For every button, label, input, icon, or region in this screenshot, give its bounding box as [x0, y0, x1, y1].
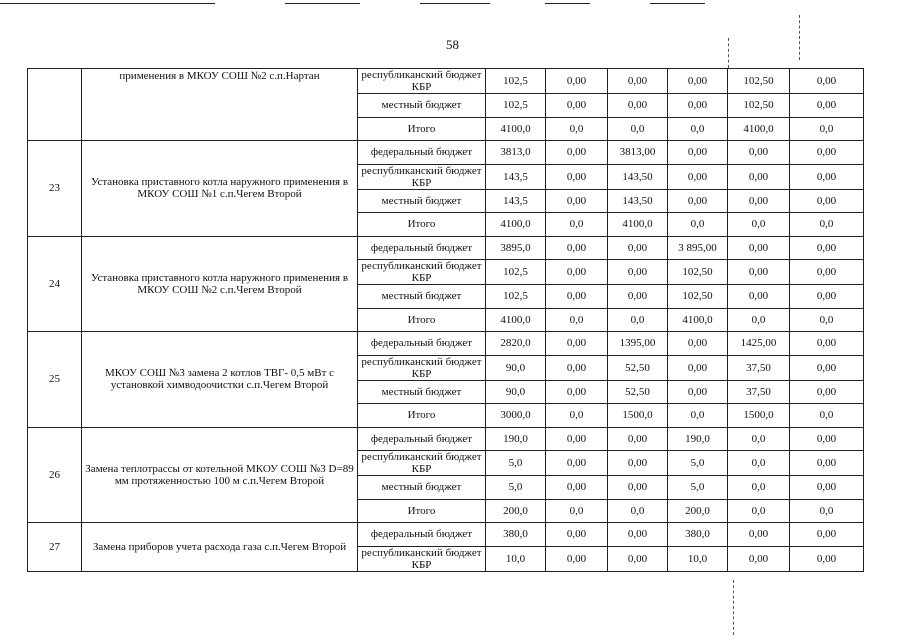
amount-cell: 0,00 — [790, 332, 864, 356]
amount-cell: 1395,00 — [608, 332, 668, 356]
amount-cell: 0,00 — [668, 355, 728, 380]
amount-cell: 0,00 — [608, 69, 668, 94]
funding-source: республиканский бюджет КБР — [358, 260, 486, 285]
amount-cell: 0,0 — [790, 404, 864, 428]
amount-cell: 102,50 — [728, 69, 790, 94]
amount-cell: 0,00 — [668, 69, 728, 94]
funding-source: федеральный бюджет — [358, 332, 486, 356]
amount-cell: 0,00 — [608, 427, 668, 451]
amount-cell: 52,50 — [608, 380, 668, 404]
funding-source: республиканский бюджет КБР — [358, 546, 486, 571]
amount-cell: 0,00 — [608, 236, 668, 260]
amount-cell: 0,00 — [546, 451, 608, 476]
amount-cell: 0,00 — [546, 285, 608, 309]
funding-source: Итого — [358, 308, 486, 332]
amount-cell: 0,00 — [790, 355, 864, 380]
funding-source: Итого — [358, 499, 486, 523]
amount-cell: 0,00 — [546, 94, 608, 118]
amount-cell: 1500,0 — [608, 404, 668, 428]
amount-cell: 0,0 — [546, 117, 608, 141]
row-number: 23 — [28, 141, 82, 237]
amount-cell: 0,0 — [546, 404, 608, 428]
amount-cell: 3813,00 — [608, 141, 668, 165]
amount-cell: 10,0 — [668, 546, 728, 571]
funding-source: Итого — [358, 404, 486, 428]
amount-cell: 37,50 — [728, 355, 790, 380]
amount-cell: 0,00 — [608, 476, 668, 500]
amount-cell: 52,50 — [608, 355, 668, 380]
amount-cell: 0,00 — [546, 189, 608, 213]
row-description: Замена теплотрассы от котельной МКОУ СОШ №3 D=89 мм протяженностью 100 м с.п.Чегем Второй — [82, 427, 358, 523]
row-description: Установка приставного котла наружного применения в МКОУ СОШ №2 с.п.Чегем Второй — [82, 236, 358, 332]
amount-cell: 5,0 — [668, 476, 728, 500]
amount-cell: 0,00 — [608, 523, 668, 547]
funding-source: федеральный бюджет — [358, 427, 486, 451]
funding-source: федеральный бюджет — [358, 236, 486, 260]
row-number: 25 — [28, 332, 82, 428]
amount-cell: 0,0 — [546, 213, 608, 237]
amount-cell: 0,00 — [790, 380, 864, 404]
amount-cell: 0,00 — [668, 332, 728, 356]
amount-cell: 0,00 — [790, 476, 864, 500]
amount-cell: 0,00 — [546, 332, 608, 356]
amount-cell: 0,00 — [546, 164, 608, 189]
table-row — [28, 523, 864, 547]
row-number: 24 — [28, 236, 82, 332]
amount-cell: 3895,0 — [486, 236, 546, 260]
amount-cell: 0,00 — [608, 451, 668, 476]
table-row — [28, 427, 864, 451]
row-description: МКОУ СОШ №3 замена 2 котлов ТВГ- 0,5 мВт с установкой химводоочистки с.п.Чегем Второй — [82, 332, 358, 428]
amount-cell: 0,0 — [790, 117, 864, 141]
amount-cell: 4100,0 — [486, 308, 546, 332]
amount-cell: 143,50 — [608, 164, 668, 189]
row-number — [28, 69, 82, 141]
amount-cell: 143,50 — [608, 189, 668, 213]
amount-cell: 102,5 — [486, 69, 546, 94]
amount-cell: 10,0 — [486, 546, 546, 571]
funding-source: федеральный бюджет — [358, 523, 486, 547]
amount-cell: 0,0 — [790, 308, 864, 332]
amount-cell: 0,00 — [546, 380, 608, 404]
row-number: 26 — [28, 427, 82, 523]
amount-cell: 0,00 — [728, 523, 790, 547]
amount-cell: 5,0 — [668, 451, 728, 476]
amount-cell: 0,00 — [546, 476, 608, 500]
funding-source: республиканский бюджет КБР — [358, 451, 486, 476]
amount-cell: 102,5 — [486, 285, 546, 309]
amount-cell: 0,00 — [728, 141, 790, 165]
funding-source: федеральный бюджет — [358, 141, 486, 165]
amount-cell: 0,00 — [546, 260, 608, 285]
amount-cell: 37,50 — [728, 380, 790, 404]
amount-cell: 0,00 — [668, 189, 728, 213]
amount-cell: 0,00 — [790, 94, 864, 118]
table-row — [28, 332, 864, 356]
amount-cell: 0,0 — [668, 404, 728, 428]
amount-cell: 0,00 — [546, 546, 608, 571]
row-description: Установка приставного котла наружного применения в МКОУ СОШ №1 с.п.Чегем Второй — [82, 141, 358, 237]
amount-cell: 380,0 — [486, 523, 546, 547]
amount-cell: 4100,0 — [486, 213, 546, 237]
amount-cell: 5,0 — [486, 451, 546, 476]
amount-cell: 0,00 — [668, 94, 728, 118]
funding-source: Итого — [358, 213, 486, 237]
scan-artifact — [733, 580, 734, 635]
scan-line — [0, 3, 215, 4]
amount-cell: 143,5 — [486, 164, 546, 189]
amount-cell: 0,00 — [728, 236, 790, 260]
scan-line — [285, 3, 360, 4]
amount-cell: 0,0 — [668, 117, 728, 141]
amount-cell: 0,00 — [790, 141, 864, 165]
amount-cell: 0,00 — [790, 189, 864, 213]
amount-cell: 0,0 — [668, 213, 728, 237]
amount-cell: 2820,0 — [486, 332, 546, 356]
amount-cell: 90,0 — [486, 380, 546, 404]
page-number: 58 — [446, 37, 459, 52]
amount-cell: 0,00 — [546, 427, 608, 451]
amount-cell: 3813,0 — [486, 141, 546, 165]
table-row — [28, 236, 864, 260]
amount-cell: 0,00 — [608, 546, 668, 571]
funding-source: местный бюджет — [358, 380, 486, 404]
funding-source: местный бюджет — [358, 189, 486, 213]
amount-cell: 0,00 — [728, 546, 790, 571]
amount-cell: 190,0 — [486, 427, 546, 451]
amount-cell: 0,00 — [608, 260, 668, 285]
amount-cell: 380,0 — [668, 523, 728, 547]
amount-cell: 200,0 — [668, 499, 728, 523]
amount-cell: 0,00 — [546, 236, 608, 260]
amount-cell: 0,00 — [546, 69, 608, 94]
scan-line — [545, 3, 590, 4]
amount-cell: 0,0 — [790, 499, 864, 523]
amount-cell: 200,0 — [486, 499, 546, 523]
funding-source: Итого — [358, 117, 486, 141]
amount-cell: 0,00 — [790, 451, 864, 476]
funding-source: республиканский бюджет КБР — [358, 164, 486, 189]
budget-table — [27, 68, 864, 572]
amount-cell: 0,0 — [546, 499, 608, 523]
amount-cell: 102,5 — [486, 260, 546, 285]
amount-cell: 0,0 — [728, 499, 790, 523]
amount-cell: 0,0 — [546, 308, 608, 332]
funding-source: республиканский бюджет КБР — [358, 69, 486, 94]
amount-cell: 0,00 — [728, 285, 790, 309]
table-row — [28, 141, 864, 165]
amount-cell: 0,00 — [790, 260, 864, 285]
amount-cell: 4100,0 — [486, 117, 546, 141]
amount-cell: 0,0 — [608, 117, 668, 141]
amount-cell: 4100,0 — [668, 308, 728, 332]
scan-line — [420, 3, 490, 4]
amount-cell: 0,00 — [668, 164, 728, 189]
amount-cell: 90,0 — [486, 355, 546, 380]
amount-cell: 0,00 — [608, 94, 668, 118]
amount-cell: 1500,0 — [728, 404, 790, 428]
amount-cell: 0,0 — [728, 476, 790, 500]
amount-cell: 0,00 — [790, 69, 864, 94]
amount-cell: 0,00 — [728, 164, 790, 189]
row-description: применения в МКОУ СОШ №2 с.п.Нартан — [82, 69, 358, 141]
amount-cell: 102,50 — [728, 94, 790, 118]
table-row — [28, 69, 864, 94]
amount-cell: 0,0 — [728, 451, 790, 476]
amount-cell: 0,00 — [728, 189, 790, 213]
amount-cell: 102,5 — [486, 94, 546, 118]
amount-cell: 0,00 — [790, 285, 864, 309]
amount-cell: 3000,0 — [486, 404, 546, 428]
amount-cell: 0,0 — [728, 427, 790, 451]
amount-cell: 0,0 — [728, 213, 790, 237]
amount-cell: 0,00 — [546, 141, 608, 165]
amount-cell: 0,00 — [728, 260, 790, 285]
amount-cell: 4100,0 — [608, 213, 668, 237]
amount-cell: 0,00 — [546, 355, 608, 380]
amount-cell: 0,0 — [790, 213, 864, 237]
amount-cell: 0,00 — [668, 380, 728, 404]
funding-source: местный бюджет — [358, 94, 486, 118]
row-number: 27 — [28, 523, 82, 572]
amount-cell: 102,50 — [668, 285, 728, 309]
amount-cell: 5,0 — [486, 476, 546, 500]
amount-cell: 0,0 — [608, 308, 668, 332]
amount-cell: 102,50 — [668, 260, 728, 285]
amount-cell: 190,0 — [668, 427, 728, 451]
funding-source: местный бюджет — [358, 285, 486, 309]
amount-cell: 0,00 — [790, 546, 864, 571]
funding-source: республиканский бюджет КБР — [358, 355, 486, 380]
amount-cell: 0,0 — [728, 308, 790, 332]
amount-cell: 1425,00 — [728, 332, 790, 356]
amount-cell: 0,00 — [790, 523, 864, 547]
funding-source: местный бюджет — [358, 476, 486, 500]
amount-cell: 4100,0 — [728, 117, 790, 141]
amount-cell: 0,00 — [790, 236, 864, 260]
amount-cell: 0,0 — [608, 499, 668, 523]
amount-cell: 0,00 — [608, 285, 668, 309]
amount-cell: 0,00 — [790, 427, 864, 451]
scan-line — [650, 3, 705, 4]
amount-cell: 0,00 — [790, 164, 864, 189]
amount-cell: 3 895,00 — [668, 236, 728, 260]
amount-cell: 0,00 — [546, 523, 608, 547]
amount-cell: 143,5 — [486, 189, 546, 213]
amount-cell: 0,00 — [668, 141, 728, 165]
row-description: Замена приборов учета расхода газа с.п.Чегем Второй — [82, 523, 358, 572]
